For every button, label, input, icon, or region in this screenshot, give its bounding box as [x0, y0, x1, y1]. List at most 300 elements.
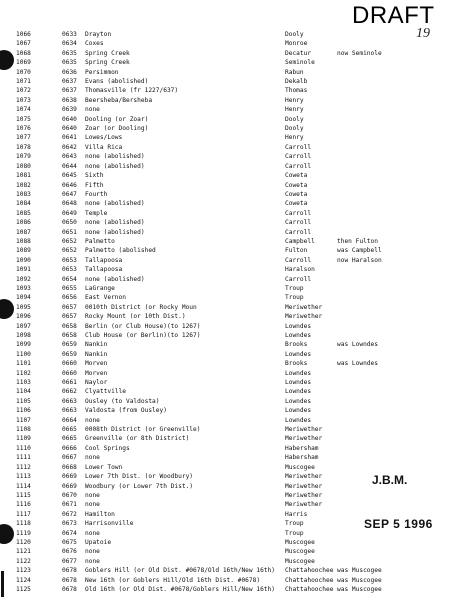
table-row — [0, 331, 456, 340]
district-code: 0676 — [62, 548, 77, 556]
county-name: Muscogee — [285, 463, 315, 471]
row-note: then Fulton — [337, 237, 378, 245]
row-note: was Campbell — [337, 247, 382, 255]
district-name: Palmetto — [85, 237, 115, 245]
county-name: Brooks — [285, 341, 308, 349]
district-code: 0649 — [62, 209, 77, 217]
district-code: 0669 — [62, 482, 77, 490]
county-name: Henry — [285, 134, 304, 142]
table-row — [0, 547, 456, 556]
district-name: Clyattville — [85, 388, 126, 396]
district-name: Fifth — [85, 181, 104, 189]
row-number: 1109 — [16, 435, 31, 443]
row-number: 1071 — [16, 78, 31, 86]
district-code: 0636 — [62, 68, 77, 76]
county-name: Lowndes — [285, 407, 312, 415]
county-name: Haralson — [285, 266, 315, 274]
row-number: 1110 — [16, 444, 31, 452]
county-name: Carroll — [285, 228, 312, 236]
district-name: none — [85, 416, 100, 424]
table-row — [0, 171, 456, 180]
district-code: 0660 — [62, 360, 77, 368]
district-name: Ousley (to Valdosta) — [85, 397, 160, 405]
district-code: 0661 — [62, 379, 77, 387]
row-number: 1121 — [16, 548, 31, 556]
county-name: Thomas — [285, 87, 308, 95]
district-code: 0657 — [62, 313, 77, 321]
county-name: Lowndes — [285, 388, 312, 396]
row-number: 1101 — [16, 360, 31, 368]
county-name: Habersham — [285, 454, 319, 462]
district-code: 0639 — [62, 106, 77, 114]
county-name: Meriwether — [285, 435, 323, 443]
county-name: Muscogee — [285, 538, 315, 546]
row-number: 1093 — [16, 284, 31, 292]
district-code: 0653 — [62, 266, 77, 274]
table-row — [0, 30, 456, 39]
table-row — [0, 209, 456, 218]
district-code: 0678 — [62, 585, 77, 593]
row-number: 1076 — [16, 125, 31, 133]
district-name: Naylor — [85, 379, 108, 387]
table-row — [0, 68, 456, 77]
row-number: 1069 — [16, 59, 31, 67]
row-note: now Haralson — [337, 256, 382, 264]
row-number: 1118 — [16, 520, 31, 528]
district-name: Spring Creek — [85, 49, 130, 57]
district-name: Cool Springs — [85, 444, 130, 452]
district-code: 0666 — [62, 444, 77, 452]
table-row — [0, 199, 456, 208]
table-row — [0, 303, 456, 312]
row-number: 1079 — [16, 153, 31, 161]
row-number: 1087 — [16, 228, 31, 236]
row-number: 1107 — [16, 416, 31, 424]
row-number: 1068 — [16, 49, 31, 57]
district-name: Morven — [85, 369, 108, 377]
row-number: 1103 — [16, 379, 31, 387]
row-number: 1094 — [16, 294, 31, 302]
district-code: 0668 — [62, 463, 77, 471]
row-number: 1120 — [16, 538, 31, 546]
row-number: 1123 — [16, 567, 31, 575]
district-code: 0658 — [62, 332, 77, 339]
district-code: 0640 — [62, 125, 77, 133]
county-name: Meriwether — [285, 482, 323, 490]
district-code: 0670 — [62, 491, 77, 499]
table-row — [0, 491, 456, 500]
district-name: Greenville (or 8th District) — [85, 435, 190, 443]
district-code: 0664 — [62, 416, 77, 424]
table-row — [0, 275, 456, 284]
district-name: none (abolished) — [85, 153, 145, 161]
table-row — [0, 406, 456, 415]
row-number: 1090 — [16, 256, 31, 264]
county-name: Henry — [285, 106, 304, 114]
district-name: Thomasville (fr 1227/637) — [85, 87, 179, 95]
district-name: Lower Town — [85, 463, 123, 471]
row-number: 1096 — [16, 313, 31, 321]
county-name: Coweta — [285, 190, 308, 198]
district-code: 0643 — [62, 153, 77, 161]
table-row — [0, 246, 456, 255]
row-note: now Seminole — [337, 49, 382, 57]
row-number: 1100 — [16, 350, 31, 358]
table-row — [0, 557, 456, 566]
county-name: Dekalb — [285, 78, 308, 86]
row-note: was Muscogee — [337, 567, 382, 575]
county-name: Henry — [285, 96, 304, 104]
row-number: 1085 — [16, 209, 31, 217]
district-name: none (abolished) — [85, 200, 145, 208]
table-row — [0, 576, 456, 585]
table-row — [0, 228, 456, 237]
county-name: Coweta — [285, 200, 308, 208]
table-row — [0, 397, 456, 406]
district-name: Sixth — [85, 172, 104, 180]
county-name: Lowndes — [285, 416, 312, 424]
district-code: 0652 — [62, 247, 77, 255]
table-row — [0, 369, 456, 378]
row-number: 1067 — [16, 40, 31, 48]
row-number: 1102 — [16, 369, 31, 377]
district-name: Old 16th (or Old Dist. #0678/Goblers Hill/New 16th) — [85, 585, 275, 593]
district-name: none — [85, 454, 100, 462]
row-number: 1105 — [16, 397, 31, 405]
county-name: Carroll — [285, 153, 312, 161]
county-name: Lowndes — [285, 322, 312, 330]
district-name: Valdosta (from Ousley) — [85, 407, 167, 415]
county-name: Carroll — [285, 143, 312, 151]
row-note: was Lowndes — [337, 360, 378, 368]
county-name: Seminole — [285, 59, 315, 67]
county-name: Lowndes — [285, 332, 312, 339]
table-row — [0, 284, 456, 293]
table-row — [0, 181, 456, 190]
district-name: none (abolished) — [85, 228, 145, 236]
row-number: 1082 — [16, 181, 31, 189]
district-name: Drayton — [85, 31, 112, 38]
district-name: none — [85, 557, 100, 565]
row-number: 1070 — [16, 68, 31, 76]
row-note: was Muscogee — [337, 585, 382, 593]
district-code: 0633 — [62, 31, 77, 38]
district-code: 0663 — [62, 397, 77, 405]
row-number: 1099 — [16, 341, 31, 349]
county-name: Carroll — [285, 256, 312, 264]
row-number: 1125 — [16, 585, 31, 593]
row-number: 1092 — [16, 275, 31, 283]
table-row — [0, 350, 456, 359]
row-number: 1124 — [16, 576, 31, 584]
table-row — [0, 124, 456, 133]
district-name: Goblers Hill (or Old Dist. #0678/Old 16th/New 16th) — [85, 567, 275, 575]
row-number: 1119 — [16, 529, 31, 537]
row-number: 1074 — [16, 106, 31, 114]
district-name: Harrisonville — [85, 520, 134, 528]
row-number: 1066 — [16, 31, 31, 38]
district-code: 0673 — [62, 520, 77, 528]
county-name: Brooks — [285, 360, 308, 368]
district-code: 0674 — [62, 529, 77, 537]
table-row — [0, 425, 456, 434]
row-number: 1075 — [16, 115, 31, 123]
district-name: Nankin — [85, 350, 108, 358]
county-name: Fulton — [285, 247, 308, 255]
county-name: Coweta — [285, 181, 308, 189]
district-name: Persimmon — [85, 68, 119, 76]
table-row — [0, 585, 456, 594]
table-row — [0, 500, 456, 509]
county-name: Chattahoochee — [285, 576, 334, 584]
district-code: 0659 — [62, 341, 77, 349]
table-row — [0, 416, 456, 425]
table-row — [0, 96, 456, 105]
district-name: New 16th (or Goblers Hill/Old 16th Dist. #0678) — [85, 576, 261, 584]
table-row — [0, 359, 456, 368]
district-name: none — [85, 106, 100, 114]
county-name: Dooly — [285, 115, 304, 123]
row-number: 1077 — [16, 134, 31, 142]
district-code: 0635 — [62, 59, 77, 67]
table-row — [0, 152, 456, 161]
row-number: 1098 — [16, 332, 31, 339]
district-code: 0678 — [62, 567, 77, 575]
row-number: 1122 — [16, 557, 31, 565]
district-code: 0641 — [62, 134, 77, 142]
district-code: 0669 — [62, 473, 77, 481]
district-name: Palmetto (abolished — [85, 247, 156, 255]
date-stamp: SEP 5 1996 — [364, 517, 433, 531]
district-name: none (abolished) — [85, 162, 145, 170]
district-name: Spring Creek — [85, 59, 130, 67]
row-number: 1095 — [16, 303, 31, 311]
district-name: none — [85, 501, 100, 509]
county-name: Carroll — [285, 162, 312, 170]
district-code: 0647 — [62, 190, 77, 198]
row-number: 1073 — [16, 96, 31, 104]
table-row — [0, 162, 456, 171]
district-code: 0671 — [62, 501, 77, 509]
district-code: 0665 — [62, 426, 77, 434]
county-name: Troup — [285, 520, 304, 528]
row-number: 1084 — [16, 200, 31, 208]
table-row — [0, 49, 456, 58]
district-name: 0008th District (or Greenville) — [85, 426, 201, 434]
row-number: 1114 — [16, 482, 31, 490]
county-name: Carroll — [285, 219, 312, 227]
row-number: 1112 — [16, 463, 31, 471]
district-code: 0659 — [62, 350, 77, 358]
district-name: Woodbury (or Lower 7th Dist.) — [85, 482, 194, 490]
district-code: 0652 — [62, 237, 77, 245]
district-name: none — [85, 529, 100, 537]
county-name: Dooly — [285, 31, 304, 38]
table-row — [0, 312, 456, 321]
county-name: Habersham — [285, 444, 319, 452]
table-row — [0, 58, 456, 67]
district-code: 0662 — [62, 388, 77, 396]
table-row — [0, 105, 456, 114]
district-name: Rocky Mount (or 10th Dist.) — [85, 313, 186, 321]
district-code: 0640 — [62, 115, 77, 123]
district-name: Temple — [85, 209, 108, 217]
district-name: Coxes — [85, 40, 104, 48]
table-row — [0, 237, 456, 246]
table-row — [0, 115, 456, 124]
district-name: 0010th District (or Rocky Moun — [85, 303, 197, 311]
district-code: 0667 — [62, 454, 77, 462]
district-name: East Vernon — [85, 294, 126, 302]
district-code: 0655 — [62, 284, 77, 292]
row-number: 1086 — [16, 219, 31, 227]
row-number: 1078 — [16, 143, 31, 151]
row-number: 1081 — [16, 172, 31, 180]
district-code: 0654 — [62, 275, 77, 283]
row-number: 1089 — [16, 247, 31, 255]
table-row — [0, 463, 456, 472]
county-name: Meriwether — [285, 491, 323, 499]
table-row — [0, 387, 456, 396]
county-name: Carroll — [285, 275, 312, 283]
district-code: 0653 — [62, 256, 77, 264]
row-number: 1088 — [16, 237, 31, 245]
table-row — [0, 434, 456, 443]
table-row — [0, 86, 456, 95]
district-name: none (abolished) — [85, 275, 145, 283]
row-number: 1116 — [16, 501, 31, 509]
district-name: Fourth — [85, 190, 108, 198]
district-code: 0650 — [62, 219, 77, 227]
table-row — [0, 566, 456, 575]
district-code: 0658 — [62, 322, 77, 330]
district-ledger — [0, 30, 456, 594]
row-number: 1106 — [16, 407, 31, 415]
district-code: 0637 — [62, 78, 77, 86]
county-name: Monroe — [285, 40, 308, 48]
district-code: 0665 — [62, 435, 77, 443]
county-name: Decatur — [285, 49, 312, 57]
table-row — [0, 190, 456, 199]
county-name: Rabun — [285, 68, 304, 76]
district-name: Hamilton — [85, 510, 115, 518]
row-note: was Lowndes — [337, 341, 378, 349]
county-name: Meriwether — [285, 303, 323, 311]
row-number: 1111 — [16, 454, 31, 462]
table-row — [0, 322, 456, 331]
row-note: was Muscogee — [337, 576, 382, 584]
district-name: Lower 7th Dist. (or Woodbury) — [85, 473, 194, 481]
table-row — [0, 265, 456, 274]
county-name: Carroll — [285, 209, 312, 217]
district-name: none — [85, 548, 100, 556]
district-name: Zoar (or Dooling) — [85, 125, 149, 133]
district-code: 0657 — [62, 303, 77, 311]
county-name: Troup — [285, 284, 304, 292]
county-name: Dooly — [285, 125, 304, 133]
district-name: none — [85, 491, 100, 499]
county-name: Campbell — [285, 237, 315, 245]
table-row — [0, 293, 456, 302]
table-row — [0, 340, 456, 349]
row-number: 1115 — [16, 491, 31, 499]
district-code: 0644 — [62, 162, 77, 170]
row-number: 1108 — [16, 426, 31, 434]
county-name: Meriwether — [285, 313, 323, 321]
county-name: Lowndes — [285, 379, 312, 387]
district-code: 0637 — [62, 87, 77, 95]
district-code: 0678 — [62, 576, 77, 584]
district-name: LaGrange — [85, 284, 115, 292]
district-code: 0663 — [62, 407, 77, 415]
district-name: Dooling (or Zoar) — [85, 115, 149, 123]
district-code: 0648 — [62, 200, 77, 208]
district-code: 0672 — [62, 510, 77, 518]
county-name: Lowndes — [285, 369, 312, 377]
table-row — [0, 133, 456, 142]
table-row — [0, 218, 456, 227]
page-number: 19 — [416, 26, 430, 41]
table-row — [0, 378, 456, 387]
county-name: Chattahoochee — [285, 585, 334, 593]
table-row — [0, 444, 456, 453]
county-name: Meriwether — [285, 473, 323, 481]
county-name: Harris — [285, 510, 308, 518]
row-number: 1113 — [16, 473, 31, 481]
table-row — [0, 39, 456, 48]
draft-label: DRAFT — [352, 2, 435, 29]
county-name: Troup — [285, 294, 304, 302]
district-name: Berlin (or Club House)(to 1267) — [85, 322, 201, 330]
district-code: 0638 — [62, 96, 77, 104]
district-code: 0677 — [62, 557, 77, 565]
district-name: Morven — [85, 360, 108, 368]
district-code: 0646 — [62, 181, 77, 189]
county-name: Muscogee — [285, 548, 315, 556]
county-name: Chattahoochee — [285, 567, 334, 575]
district-code: 0645 — [62, 172, 77, 180]
district-code: 0660 — [62, 369, 77, 377]
table-row — [0, 143, 456, 152]
county-name: Lowndes — [285, 397, 312, 405]
district-name: none (abolished) — [85, 219, 145, 227]
row-number: 1104 — [16, 388, 31, 396]
county-name: Muscogee — [285, 557, 315, 565]
row-number: 1091 — [16, 266, 31, 274]
row-number: 1080 — [16, 162, 31, 170]
table-row — [0, 77, 456, 86]
row-number: 1117 — [16, 510, 31, 518]
county-name: Troup — [285, 529, 304, 537]
table-row — [0, 453, 456, 462]
county-name: Meriwether — [285, 501, 323, 509]
district-name: Nankin — [85, 341, 108, 349]
district-code: 0634 — [62, 40, 77, 48]
table-row — [0, 538, 456, 547]
county-name: Coweta — [285, 172, 308, 180]
county-name: Lowndes — [285, 350, 312, 358]
district-code: 0656 — [62, 294, 77, 302]
row-number: 1097 — [16, 322, 31, 330]
district-code: 0642 — [62, 143, 77, 151]
initials-stamp: J.B.M. — [372, 473, 408, 487]
district-name: Tallapoosa — [85, 266, 123, 274]
row-number: 1072 — [16, 87, 31, 95]
district-code: 0635 — [62, 49, 77, 57]
district-name: Evans (abolished) — [85, 78, 149, 86]
district-name: Beersheba/Bersheba — [85, 96, 153, 104]
district-name: Lowes/Lows — [85, 134, 123, 142]
